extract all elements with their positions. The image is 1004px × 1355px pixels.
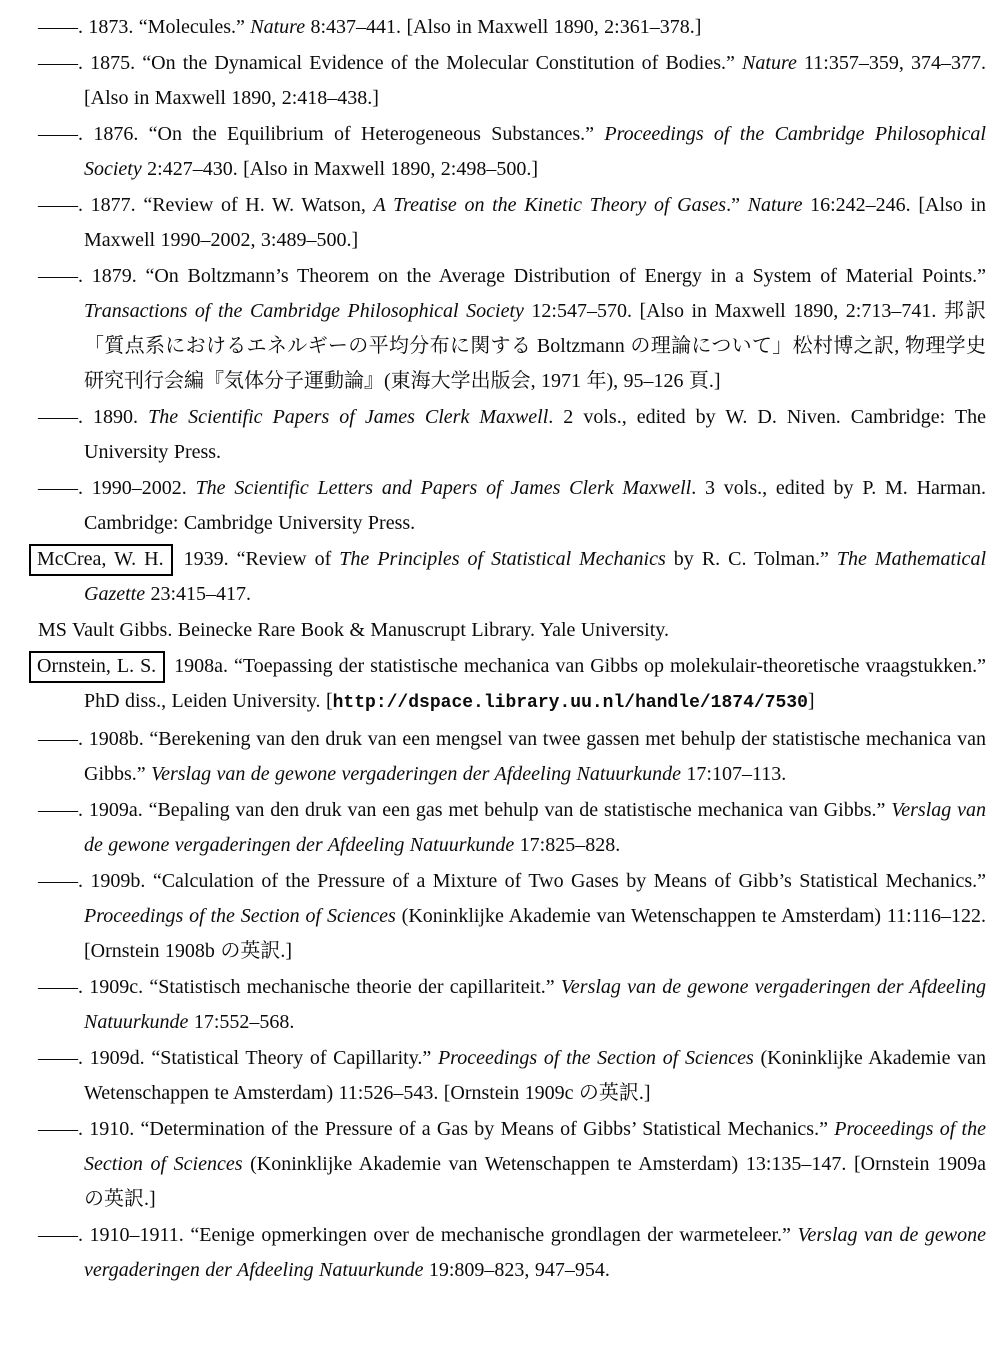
italic-title-text: The Mathematical Gazette <box>84 548 986 605</box>
entry-text: 1908a. “Toepassing der statistische mechanica van Gibbs op molekulair-theoretische vraagstukken.” PhD diss., Leiden University. [ <box>84 655 986 712</box>
bibliography-entry <box>38 259 986 399</box>
entry-text: 12:547–570. [Also in Maxwell 1890, 2:713–741. 邦訳「質点系におけるエネルギーの平均分布に関する Boltzmann の理論について」松村博之訳, 物理学史研究刊行会編『気体分子運動論』(東海大学出版会, 1971 年), 95–126 頁.] <box>84 300 986 392</box>
italic-title-text: Verslag van de gewone vergaderingen der Afdeeling Natuurkunde <box>151 763 681 785</box>
entry-text: 17:825–828. <box>514 834 621 856</box>
italic-title-text: A Treatise on the Kinetic Theory of Gases <box>373 194 727 216</box>
entry-text: (Koninklijke Akademie van Wetenschappen te Amsterdam) 11:116–122. [Ornstein 1908b の英訳.] <box>84 905 986 962</box>
entries-container <box>38 10 986 1288</box>
bibliography-entry <box>38 722 986 792</box>
bibliography-entry <box>38 471 986 541</box>
bibliography-entry <box>38 400 986 470</box>
entry-text: ——. 1909d. “Statistical Theory of Capillarity.” <box>38 1047 438 1069</box>
entry-text: (Koninklijke Akademie van Wetenschappen te Amsterdam) 13:135–147. [Ornstein 1909a の英訳.] <box>84 1153 986 1210</box>
entry-text: 1939. “Review of <box>175 548 340 570</box>
entry-text: ] <box>807 690 815 712</box>
italic-title-text: Proceedings of the Section of Sciences <box>84 1118 986 1175</box>
entry-text: 8:437–441. [Also in Maxwell 1890, 2:361–378.] <box>305 16 702 38</box>
entry-text: ——. 1910. “Determination of the Pressure of a Gas by Means of Gibbs’ Statistical Mechanics.” <box>38 1118 835 1140</box>
entry-text: ——. 1877. “Review of H. W. Watson, <box>38 194 374 216</box>
italic-title-text: The Scientific Papers of James Clerk Maxwell <box>148 406 549 428</box>
entry-text: ——. 1908b. “Berekening van den druk van een mengsel van twee gassen met behulp der statistische mechanica van Gibbs.” <box>38 728 986 785</box>
bibliography-entry <box>38 1218 986 1288</box>
entry-text: by R. C. Tolman.” <box>665 548 837 570</box>
entry-text: 19:809–823, 947–954. <box>423 1259 610 1281</box>
bibliography-entry <box>38 188 986 258</box>
entry-text: 16:242–246. [Also in Maxwell 1990–2002, 3:489–500.] <box>84 194 987 251</box>
boxed-author-name: McCrea, W. H. <box>29 544 173 576</box>
entry-text: ——. 1873. “Molecules.” <box>38 16 251 38</box>
entry-text: ——. 1990–2002. <box>38 477 196 499</box>
boxed-author-name: Ornstein, L. S. <box>29 651 165 683</box>
entry-text: 2:427–430. [Also in Maxwell 1890, 2:498–500.] <box>141 158 539 180</box>
entry-text: ——. 1909b. “Calculation of the Pressure of a Mixture of Two Gases by Means of Gibb’s Statistical Mechanics.” <box>38 870 986 892</box>
entry-text: ——. 1890. <box>38 406 149 428</box>
entry-text: (Koninklijke Akademie van Wetenschappen te Amsterdam) 11:526–543. [Ornstein 1909c の英訳.] <box>84 1047 986 1104</box>
entry-text: . 3 vols., edited by P. M. Harman. Cambridge: Cambridge University Press. <box>84 477 986 534</box>
bibliography-entry <box>38 970 986 1040</box>
bibliography-entry <box>38 46 986 116</box>
bibliography-entry <box>38 1112 986 1217</box>
italic-title-text: The Principles of Statistical Mechanics <box>339 548 666 570</box>
bibliography-entry <box>38 649 986 721</box>
bibliography-entry <box>38 793 986 863</box>
italic-title-text: Nature <box>250 16 306 38</box>
bibliography-entry <box>38 10 986 45</box>
entry-text: 11:357–359, 374–377. [Also in Maxwell 1890, 2:418–438.] <box>84 52 986 109</box>
entry-text: ——. 1909c. “Statistisch mechanische theorie der capillariteit.” <box>38 976 561 998</box>
bibliography-entry <box>38 864 986 969</box>
entry-text: MS Vault Gibbs. Beinecke Rare Book & Manuscrupt Library. Yale University. <box>38 619 669 641</box>
entry-text: .” <box>726 194 748 216</box>
entry-text: ——. 1876. “On the Equilibrium of Heterogeneous Substances.” <box>38 123 605 145</box>
italic-title-text: Proceedings of the Cambridge Philosophical Society <box>84 123 986 180</box>
entry-text: 17:107–113. <box>680 763 787 785</box>
entry-text: ——. 1910–1911. “Eenige opmerkingen over de mechanische grondlagen der warmeteleer.” <box>38 1224 798 1246</box>
bibliography-entry <box>38 542 986 612</box>
entry-text: ——. 1879. “On Boltzmann’s Theorem on the Average Distribution of Energy in a System of Material Points.” <box>38 265 986 287</box>
italic-title-text: Verslag van de gewone vergaderingen der Afdeeling Natuurkunde <box>84 1224 986 1281</box>
entry-text: ——. 1875. “On the Dynamical Evidence of the Molecular Constitution of Bodies.” <box>38 52 743 74</box>
url-text: http://dspace.library.uu.nl/handle/1874/7530 <box>332 693 808 713</box>
italic-title-text: Verslag van de gewone vergaderingen der Afdeeling Natuurkunde <box>84 799 986 856</box>
italic-title-text: Proceedings of the Section of Sciences <box>84 905 396 927</box>
italic-title-text: Nature <box>747 194 803 216</box>
italic-title-text: Verslag van de gewone vergaderingen der Afdeeling Natuurkunde <box>84 976 987 1033</box>
bibliography-entry <box>38 613 986 648</box>
entry-text: 23:415–417. <box>145 583 252 605</box>
bibliography-entry <box>38 1041 986 1111</box>
entry-text: . 2 vols., edited by W. D. Niven. Cambridge: The University Press. <box>84 406 987 463</box>
entry-text: ——. 1909a. “Bepaling van den druk van een gas met behulp van de statistische mechanica van Gibbs.” <box>38 799 892 821</box>
entry-text: 17:552–568. <box>188 1011 295 1033</box>
italic-title-text: Nature <box>742 52 797 74</box>
italic-title-text: Transactions of the Cambridge Philosophical Society <box>84 300 524 322</box>
bibliography-entry <box>38 117 986 187</box>
italic-title-text: Proceedings of the Section of Sciences <box>437 1047 754 1069</box>
italic-title-text: The Scientific Letters and Papers of James Clerk Maxwell <box>195 477 692 499</box>
